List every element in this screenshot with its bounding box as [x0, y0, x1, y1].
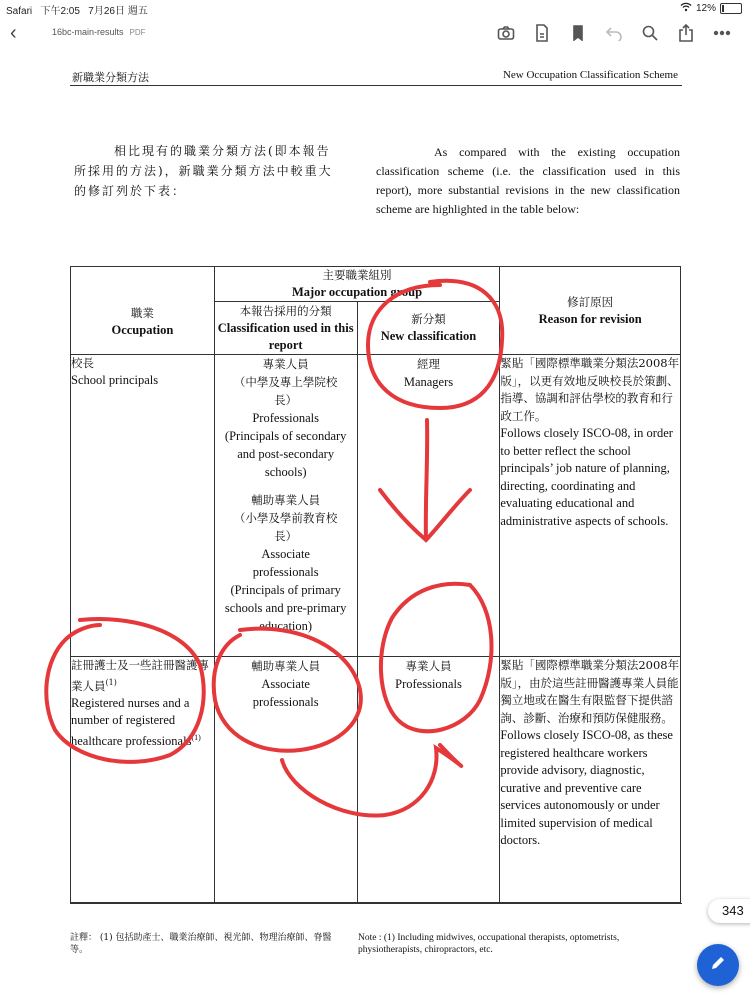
bookmark-icon[interactable]	[560, 22, 596, 44]
page-header-left: 新職業分類方法	[72, 71, 149, 84]
header-reason-en: Reason for revision	[538, 311, 642, 326]
row2-current-en: Associate professionals	[252, 677, 319, 709]
row2-note-mark-en: (1)	[191, 732, 201, 742]
header-group-zh: 主要職業組別	[322, 268, 392, 282]
stamp-icon[interactable]	[524, 22, 560, 44]
share-icon[interactable]	[668, 22, 704, 44]
toolbar-icons	[488, 22, 740, 44]
pdf-toolbar	[0, 16, 750, 50]
row1-new-en: Managers	[403, 375, 454, 389]
header-group-en: Major occupation group	[291, 285, 423, 299]
status-bar	[0, 0, 750, 16]
header-reason-zh: 修訂原因	[567, 294, 614, 309]
footnote-zh-num: (1)	[99, 933, 113, 943]
row2-reason	[500, 657, 681, 903]
header-major-group	[214, 267, 500, 302]
header-rule	[70, 85, 682, 86]
header-occupation	[71, 267, 215, 355]
page-header-right: New Occupation Classification Scheme	[502, 69, 678, 81]
header-current-en: Classification used in this report	[217, 320, 354, 352]
pencil-icon	[709, 954, 727, 976]
row1-occupation	[71, 355, 215, 657]
row1-current-a-zh: 專業人員	[262, 357, 309, 371]
camera-icon[interactable]	[488, 22, 524, 44]
footnote-en-label: Note :	[358, 933, 382, 943]
row1-new-zh: 經理	[416, 357, 440, 371]
row2-occupation-en: Registered nurses and a number of registered healthcare professionals	[71, 695, 192, 748]
document-name: 16bc-main-results	[52, 27, 124, 37]
header-current-zh: 本報告採用的分類	[239, 303, 332, 318]
row2-reason-en: Follows closely ISCO-08, as these registered healthcare workers provide advisory, diagnostic, curative and preventive care services autonomously or under limited supervision of medical doctors.	[500, 728, 673, 847]
row1-current	[214, 355, 357, 657]
intro-text-en	[376, 143, 680, 219]
header-current-classification	[214, 302, 357, 355]
search-icon[interactable]	[632, 22, 668, 44]
battery-icon	[720, 3, 742, 14]
row1-current-b-zh: 輔助專業人員	[251, 493, 321, 507]
row1-new	[357, 355, 500, 657]
footnote-en-text: Including midwives, occupational therapists, optometrists, physiotherapists, chiropractors, etc.	[358, 933, 620, 955]
document-title	[52, 27, 146, 37]
header-new-classification	[357, 302, 500, 355]
header-reason	[500, 267, 681, 355]
status-date: 7月26日 週五	[88, 6, 148, 17]
status-right	[680, 2, 742, 15]
back-icon[interactable]: ‹	[10, 22, 17, 44]
row1-reason-zh: 緊貼「國際標準職業分類法2008年版」，以更有效地反映校長於策劃、指導、協調和評估學校的教育和行政工作。	[500, 356, 680, 423]
row1-current-b-sub-zh: （小學及學前教育校長）	[233, 511, 338, 543]
status-left	[6, 2, 148, 17]
row1-current-b-sub-en: (Principals of primary schools and pre-primary education)	[224, 583, 347, 633]
table-row	[71, 657, 681, 903]
header-occupation-en: Occupation	[111, 322, 174, 337]
row1-current-a-sub-en: (Principals of secondary and post-secondary schools)	[224, 429, 347, 479]
intro-en-content: As compared with the existing occupation classification scheme (i.e. the classification used in this report), more substantial revisions in the new classification scheme are highlighted in the table below:	[376, 145, 680, 216]
battery-percent: 12%	[695, 3, 716, 14]
row2-occupation-zh: 註冊護士及一些註冊醫護專業人員	[71, 658, 209, 693]
footnote-en-num: (1)	[383, 933, 395, 943]
footnote-zh	[70, 932, 342, 956]
row2-occupation	[71, 657, 215, 903]
footnotes	[70, 903, 682, 955]
row2-new-zh: 專業人員	[405, 659, 452, 673]
markup-button[interactable]	[697, 944, 739, 986]
row2-current	[214, 657, 357, 903]
header-new-en: New classification	[380, 329, 477, 343]
footnote-zh-text: 包括助產士、職業治療師、視光師、物理治療師、脊醫等。	[70, 933, 332, 955]
more-icon[interactable]	[704, 22, 740, 44]
row1-occupation-en: School principals	[71, 373, 159, 387]
row2-reason-zh: 緊貼「國際標準職業分類法2008年版」，由於這些註冊醫護專業人員能獨立地或在醫生有限監督下提供諮詢、診斷、治療和預防保健服務。	[500, 658, 680, 725]
footnote-en	[358, 932, 684, 956]
row1-current-a-en: Professionals	[252, 411, 320, 425]
row2-new	[357, 657, 500, 903]
row2-occupation-en-line	[71, 695, 214, 750]
row1-reason-en: Follows closely ISCO-08, in order to better reflect the school principals’ job nature of planning, directing, coordinating and evaluating educational and administrative aspects of schools.	[500, 426, 673, 528]
header-new-zh: 新分類	[411, 312, 446, 326]
row1-current-b-en: Associate professionals	[252, 547, 319, 579]
intro-zh-content: 相比現有的職業分類方法(即本報告所採用的方法)，新職業分類方法中較重大的修訂列於下表：	[74, 144, 333, 198]
document-kind: PDF	[129, 28, 146, 37]
revision-table	[70, 266, 681, 903]
undo-icon[interactable]	[596, 22, 632, 44]
page-number-badge[interactable]: 343	[708, 899, 750, 923]
footnote-zh-label: 註釋：	[70, 933, 98, 943]
row1-current-a-sub-zh: （中學及專上學院校長）	[233, 375, 338, 407]
row2-note-mark-zh: (1)	[105, 678, 117, 687]
status-carrier: Safari	[6, 6, 33, 17]
status-time: 下午2:05	[40, 6, 80, 17]
row1-occupation-zh: 校長	[71, 356, 94, 370]
row2-new-en: Professionals	[395, 677, 462, 691]
row2-current-zh: 輔助專業人員	[251, 659, 321, 673]
header-occupation-zh: 職業	[130, 305, 154, 320]
wifi-icon	[680, 2, 692, 15]
row1-reason	[500, 355, 681, 657]
table-row	[71, 355, 681, 657]
row2-occupation-zh-line	[71, 657, 214, 695]
intro-text-zh	[74, 141, 336, 201]
